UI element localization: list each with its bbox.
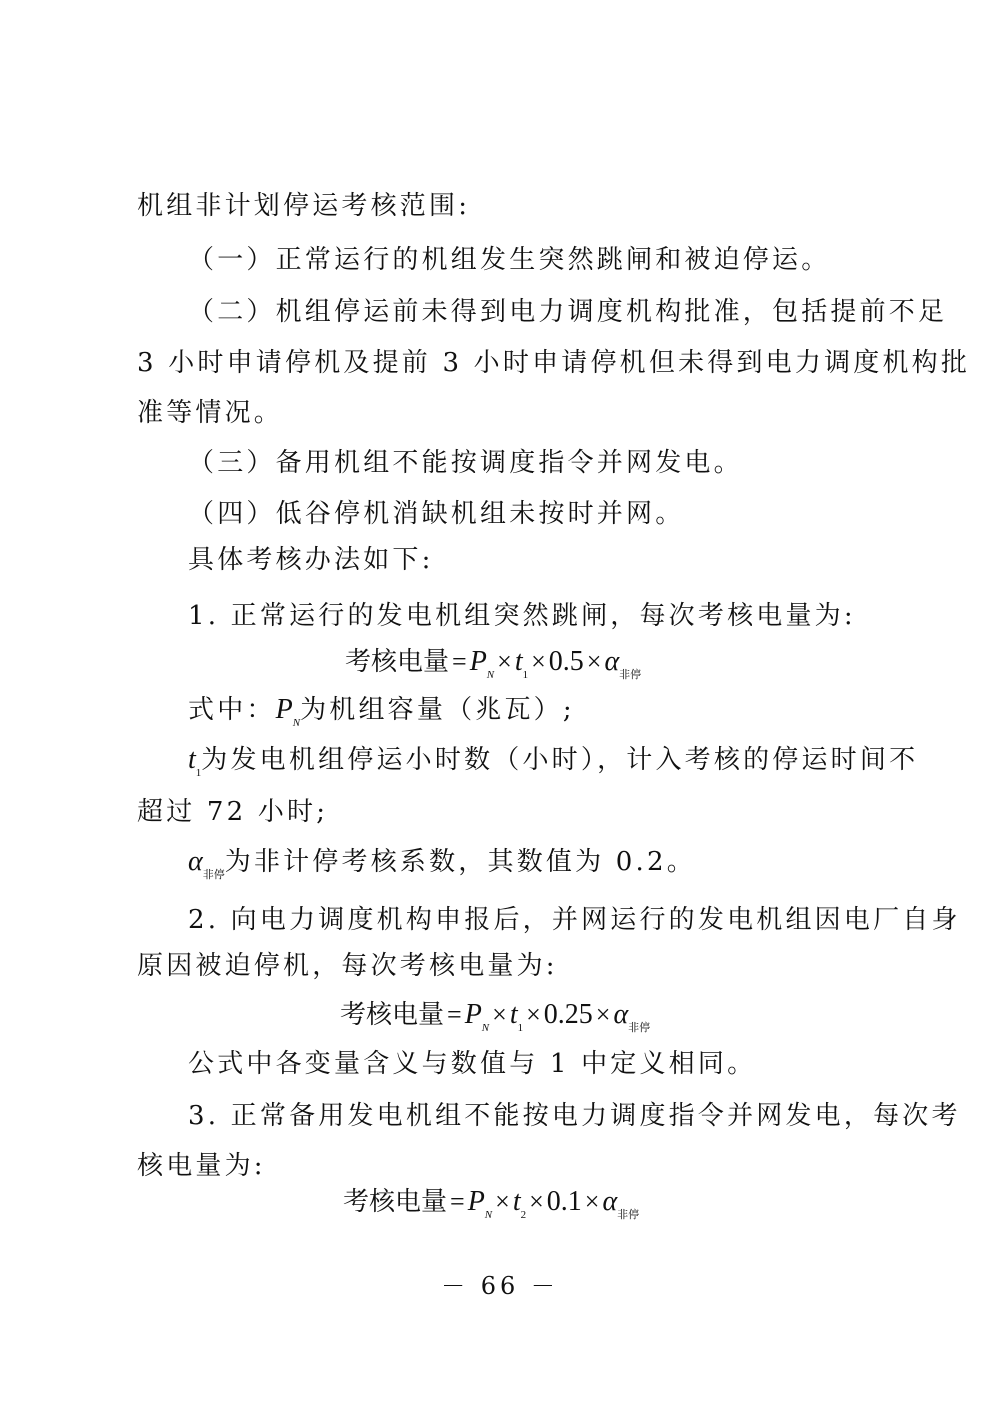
definition-alpha-text: 为非计停考核系数，其数值为 0.2。 <box>224 847 696 877</box>
formula-3 <box>343 1180 639 1224</box>
formula-3-equals: = <box>450 1187 465 1216</box>
definition-alpha <box>188 842 696 882</box>
definition-t1-text: 为发电机组停运小时数（小时），计入考核的停运时间不 <box>201 745 919 775</box>
paragraph-scope-heading: 机组非计划停运考核范围: <box>137 191 471 221</box>
formula-1-lhs: 考核电量 <box>345 647 450 677</box>
formula-2 <box>340 993 650 1037</box>
formula-1-coef: 0.5 <box>548 646 584 677</box>
method-3-line-1: 3. 正常备用发电机组不能按电力调度指令并网发电，每次考 <box>188 1101 961 1131</box>
formula-1-alpha: α <box>604 646 620 677</box>
formula-2-times-2: × <box>526 1000 541 1029</box>
formula-3-coef: 0.1 <box>546 1186 582 1217</box>
formula-3-times-3: × <box>584 1187 600 1216</box>
formula-2-alpha-sub: 非停 <box>628 1021 651 1034</box>
item-1-sudden-trip: （一）正常运行的机组发生突然跳闸和被迫停运。 <box>188 245 831 275</box>
definition-pn-symbol: P <box>275 694 293 725</box>
definition-t1-symbol: t <box>188 744 196 775</box>
method-2-line-1: 2. 向电力调度机构申报后，并网运行的发电机组因电厂自身 <box>188 905 961 935</box>
formula-2-p: P <box>464 999 482 1030</box>
formula-2-times-3: × <box>595 1000 611 1029</box>
formula-2-lhs: 考核电量 <box>340 1000 445 1030</box>
formula-1-p: P <box>469 646 487 677</box>
item-4-low-valley-units: （四）低谷停机消缺机组未按时并网。 <box>188 499 685 529</box>
assessment-method-heading: 具体考核办法如下: <box>188 545 434 575</box>
item-3-standby-units: （三）备用机组不能按调度指令并网发电。 <box>188 448 743 478</box>
formula-2-times-1: × <box>492 1000 507 1029</box>
item-2-line-1: （二）机组停运前未得到电力调度机构批准，包括提前不足 <box>188 297 948 327</box>
formula-1-p-sub: N <box>486 669 495 681</box>
formula-2-alpha: α <box>613 999 629 1030</box>
item-2-line-3: 准等情况。 <box>137 398 284 428</box>
formula-1 <box>345 640 641 684</box>
formula-1-t: t <box>514 646 523 677</box>
formula-3-t: t <box>512 1186 521 1217</box>
method-3-line-2: 核电量为: <box>137 1151 266 1181</box>
definition-pn-text: 为机组容量（兆瓦）; <box>300 695 575 725</box>
definition-t1-cont: 超过 72 小时; <box>137 797 329 827</box>
method-1-text: 1. 正常运行的发电机组突然跳闸，每次考核电量为: <box>188 601 856 631</box>
formula-1-times-1: × <box>497 647 512 676</box>
definition-t1 <box>188 740 918 780</box>
formula-3-t-sub: 2 <box>520 1209 527 1221</box>
formula-1-alpha-sub: 非停 <box>619 668 642 681</box>
formula-1-times-2: × <box>531 647 546 676</box>
formula-1-t-sub: 1 <box>522 669 529 681</box>
formula-2-p-sub: N <box>481 1022 490 1034</box>
definition-alpha-symbol: α <box>188 846 203 877</box>
formula-2-t-sub: 1 <box>517 1022 524 1034</box>
formula-3-lhs: 考核电量 <box>343 1187 448 1217</box>
formula-3-times-2: × <box>529 1187 544 1216</box>
definition-pn <box>188 690 575 730</box>
formula-3-times-1: × <box>495 1187 510 1216</box>
formula-3-alpha: α <box>602 1186 618 1217</box>
method-2-line-2: 原因被迫停机，每次考核电量为: <box>137 951 558 981</box>
definition-t1-sub: 1 <box>195 767 202 779</box>
definition-alpha-sub: 非停 <box>202 868 225 881</box>
formula-3-p-sub: N <box>484 1209 493 1221</box>
formula-3-alpha-sub: 非停 <box>617 1208 640 1221</box>
item-2-line-2: 3 小时申请停机及提前 3 小时申请停机但未得到电力调度机构批 <box>137 348 971 378</box>
formula-2-note: 公式中各变量含义与数值与 1 中定义相同。 <box>188 1049 757 1079</box>
definition-pn-sub: N <box>292 717 301 729</box>
definition-pn-prefix: 式中： <box>188 695 276 725</box>
formula-3-p: P <box>467 1186 485 1217</box>
page-number: － 66 － <box>441 1272 559 1300</box>
formula-2-t: t <box>509 999 518 1030</box>
formula-2-equals: = <box>447 1000 462 1029</box>
formula-2-coef: 0.25 <box>543 999 593 1030</box>
formula-1-times-3: × <box>586 647 602 676</box>
formula-1-equals: = <box>452 647 467 676</box>
